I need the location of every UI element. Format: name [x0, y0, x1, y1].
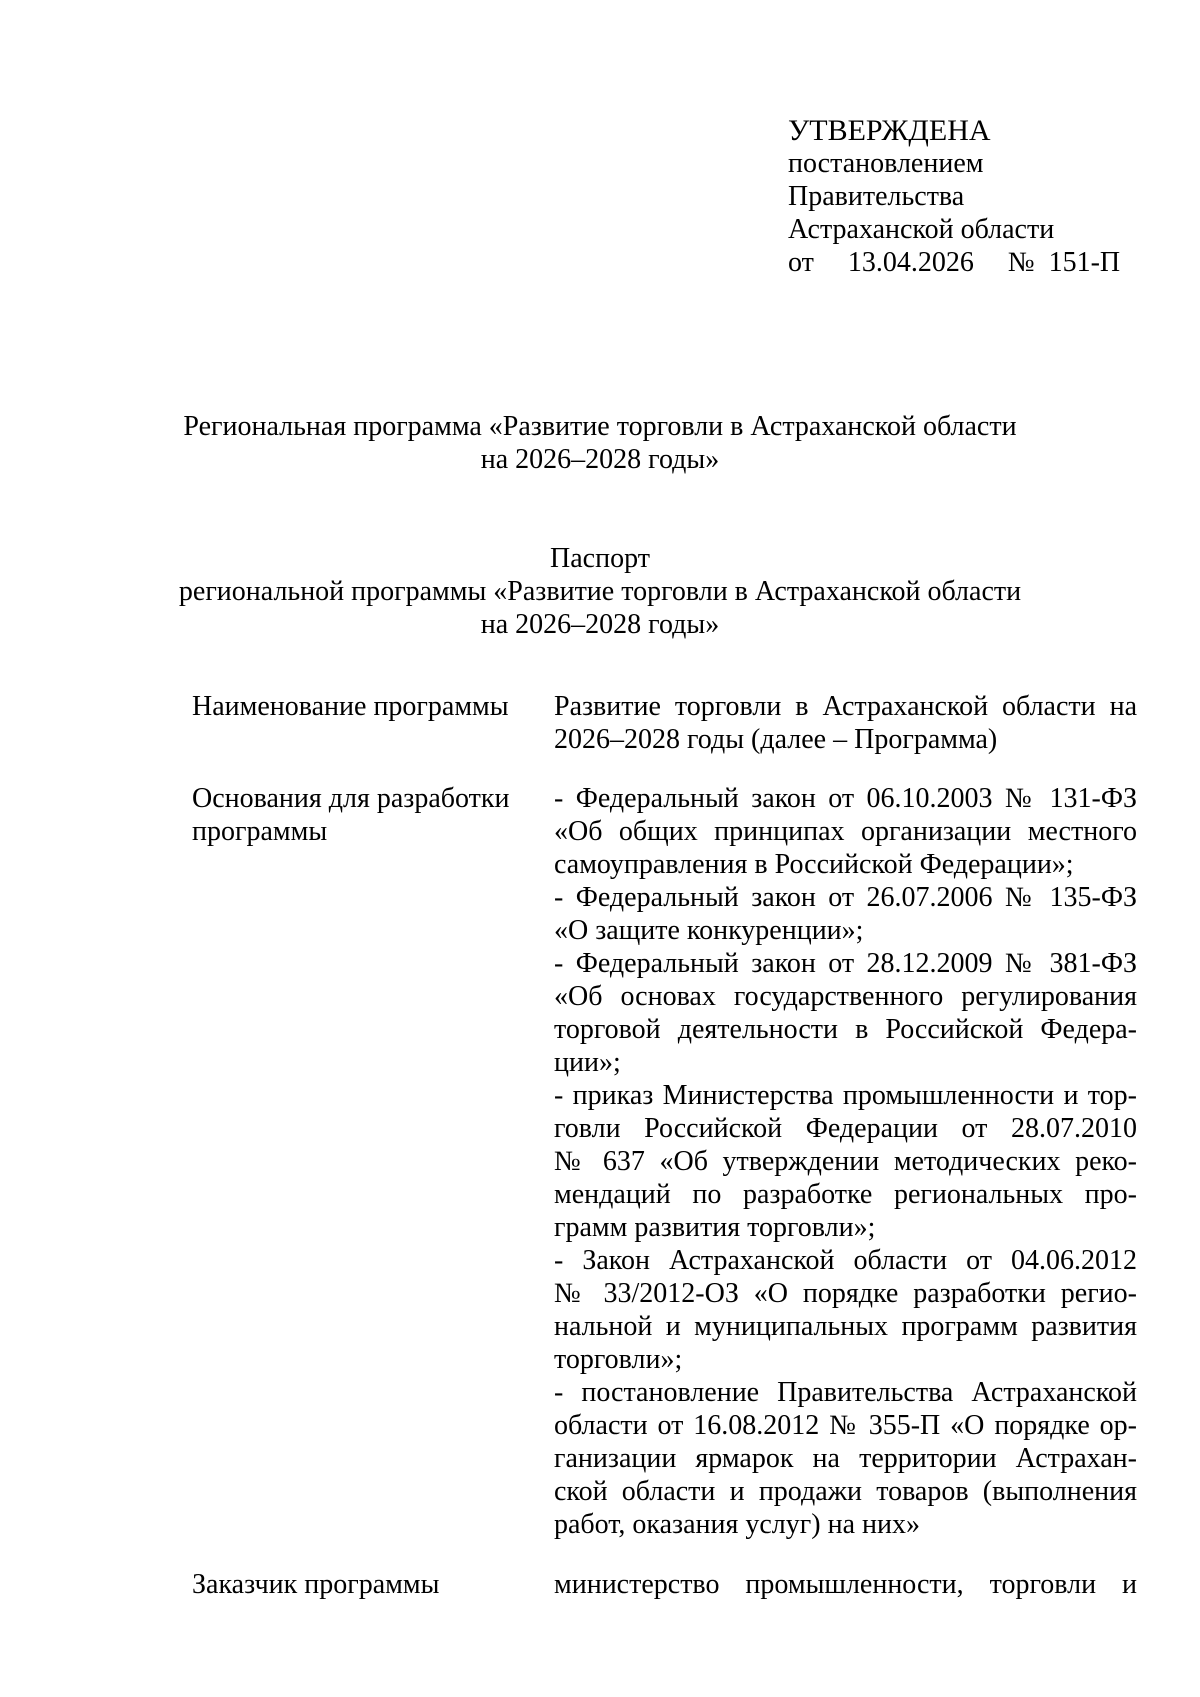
approval-stamp — [788, 114, 1168, 279]
passport-row-program-name — [192, 690, 1142, 756]
row-value-line: - Закон Астраханской области от 04.06.2012 — [554, 1245, 1137, 1276]
row-value-line: ганизации ярмарок на территории Астрахан- — [554, 1443, 1137, 1474]
row-value-line: работ, оказания услуг) на них» — [554, 1509, 920, 1540]
row-value-line: № 637 «Об утверждении методических реко- — [554, 1146, 1137, 1177]
row-value-line: - Федеральный закон от 26.07.2006 № 135-ФЗ — [554, 882, 1137, 913]
approval-reference — [788, 246, 1168, 279]
row-label — [192, 782, 554, 848]
row-value-line: торговой деятельности в Российской Федера- — [554, 1014, 1137, 1045]
row-value-line: самоуправления в Российской Федерации»; — [554, 849, 1074, 880]
row-value — [554, 782, 1137, 1541]
program-title-line: Региональная программа «Развитие торговли в Астраханской области — [183, 411, 1017, 442]
row-value-line: торговли»; — [554, 1344, 683, 1375]
program-title — [160, 410, 1040, 476]
passport-table — [192, 690, 1142, 1601]
approval-status: УТВЕРЖДЕНА — [788, 114, 991, 147]
row-value-line: министерство промышленности, торговли и — [554, 1569, 1137, 1600]
row-value-line: ской области и продажи товаров (выполнения — [554, 1476, 1137, 1507]
passport-title-line: Паспорт — [550, 543, 650, 574]
row-value-line: грамм развития торговли»; — [554, 1212, 876, 1243]
row-label-line: Основания для разработки — [192, 783, 510, 814]
row-value-line: № 33/2012-ОЗ «О порядке разработки регио- — [554, 1278, 1137, 1309]
approval-number: 151-П — [1048, 247, 1121, 278]
row-value-line: «О защите конкуренции»; — [554, 915, 864, 946]
approval-date-prefix: от — [788, 247, 814, 278]
approval-line: Правительства — [788, 181, 965, 212]
passport-title-line: на 2026–2028 годы» — [480, 609, 720, 640]
row-value-line: Развитие торговли в Астраханской области на — [554, 691, 1137, 722]
row-value-line: говли Российской Федерации от 28.07.2010 — [554, 1113, 1137, 1144]
row-label-line: программы — [192, 816, 328, 847]
approval-line: Астраханской области — [788, 214, 1055, 245]
row-value-line: «Об общих принципах организации местного — [554, 816, 1137, 847]
row-value-line: - приказ Министерства промышленности и тор- — [554, 1080, 1137, 1111]
passport-title-line: региональной программы «Развитие торговли в Астраханской области — [178, 576, 1022, 607]
row-label-line: Наименование программы — [192, 691, 509, 722]
passport-title — [160, 542, 1040, 641]
row-value-line: - Федеральный закон от 06.10.2003 № 131-ФЗ — [554, 783, 1137, 814]
row-value-line: мендаций по разработке региональных про- — [554, 1179, 1137, 1210]
approval-date: 13.04.2026 — [847, 247, 974, 278]
row-value — [554, 690, 1137, 756]
approval-number-sign: № — [1007, 247, 1035, 278]
passport-row-customer — [192, 1568, 1142, 1601]
row-label-line: Заказчик программы — [192, 1569, 440, 1600]
row-value-line: нальной и муниципальных программ развития — [554, 1311, 1137, 1342]
row-value-line: - постановление Правительства Астраханской — [554, 1377, 1137, 1408]
row-value-line: - Федеральный закон от 28.12.2009 № 381-ФЗ — [554, 948, 1137, 979]
row-label — [192, 1568, 554, 1601]
row-value-line: области от 16.08.2012 № 355-П «О порядке ор- — [554, 1410, 1137, 1441]
row-value — [554, 1568, 1137, 1601]
passport-row-grounds — [192, 782, 1142, 1541]
program-title-line: на 2026–2028 годы» — [480, 444, 720, 475]
approval-line: постановлением — [788, 148, 984, 179]
row-value-line: «Об основах государственного регулирования — [554, 981, 1137, 1012]
row-value-line: ции»; — [554, 1047, 621, 1078]
row-value-line: 2026–2028 годы (далее – Программа) — [554, 724, 998, 755]
row-label — [192, 690, 554, 723]
